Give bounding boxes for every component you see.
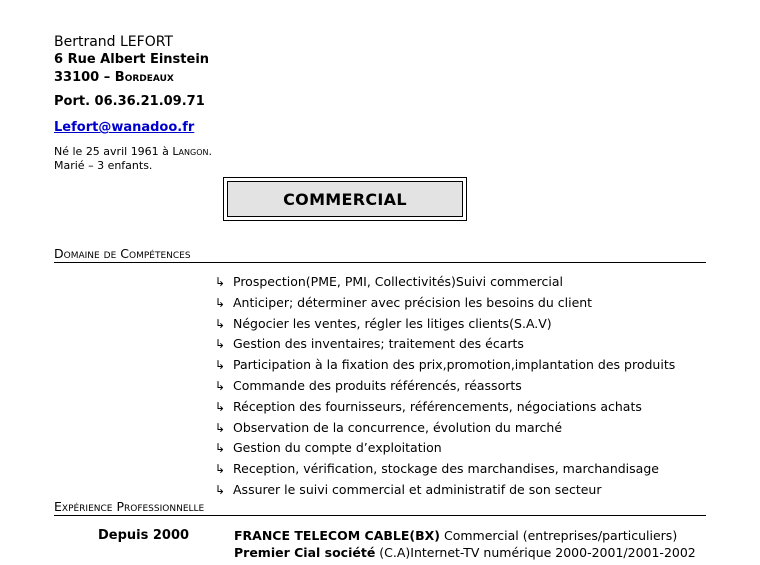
arrow-bullet-icon: ↳ <box>215 378 226 393</box>
experience-company: FRANCE TELECOM CABLE(BX) <box>234 528 440 543</box>
arrow-bullet-icon: ↳ <box>215 337 226 352</box>
arrow-bullet-icon: ↳ <box>215 420 226 435</box>
experience-detail: (C.A)Internet-TV numérique 2000-2001/2001-2002 <box>375 545 696 560</box>
arrow-bullet-icon: ↳ <box>215 295 226 310</box>
arrow-bullet-icon: ↳ <box>215 275 226 289</box>
experience-line <box>234 545 696 560</box>
skill-text: Assurer le suivi commercial et administratif de son secteur <box>233 481 602 497</box>
family-status: Marié – 3 enfants. <box>54 159 153 172</box>
skill-text: Gestion du compte d’exploitation <box>233 440 442 456</box>
skill-text: Prospection(PME, PMI, Collectivités)Suivi commercial <box>233 274 563 289</box>
skill-item <box>215 418 675 439</box>
skill-text: Commande des produits référencés, réassorts <box>233 377 522 393</box>
skills-heading: Domaine de Compétences <box>54 246 706 263</box>
skill-item <box>215 376 675 397</box>
phone-number: Port. 06.36.21.09.71 <box>54 94 205 109</box>
arrow-bullet-icon: ↳ <box>215 441 226 456</box>
address-city-name: ordeaux <box>124 70 174 85</box>
skill-text: Réception des fournisseurs, référencements, négociations achats <box>233 398 642 414</box>
skill-item <box>215 459 675 480</box>
skill-item <box>215 355 675 376</box>
skill-item <box>215 397 675 418</box>
birth-date: Né le 25 avril 1961 à <box>54 145 173 158</box>
email-link[interactable]: Lefort@wanadoo.fr <box>54 120 195 135</box>
skills-list <box>215 272 675 501</box>
arrow-bullet-icon: ↳ <box>215 399 226 414</box>
skill-item <box>215 438 675 459</box>
birth-info <box>54 145 212 158</box>
skill-text: Gestion des inventaires; traitement des écarts <box>233 336 524 352</box>
job-title-box <box>223 177 467 221</box>
experience-role: Commercial (entreprises/particuliers) <box>440 528 678 543</box>
skill-item <box>215 272 675 293</box>
skill-item <box>215 293 675 314</box>
experience-date: Depuis 2000 <box>98 528 190 543</box>
candidate-name: Bertrand LEFORT <box>54 34 173 50</box>
arrow-bullet-icon: ↳ <box>215 358 226 373</box>
skill-text: Négocier les ventes, régler les litiges clients(S.A.V) <box>233 315 552 331</box>
skill-item <box>215 314 675 335</box>
arrow-bullet-icon: ↳ <box>215 316 226 331</box>
experience-company: Premier Cial société <box>234 545 376 560</box>
arrow-bullet-icon: ↳ <box>215 462 226 477</box>
address-city <box>54 70 174 85</box>
experience-heading: Expérience Professionnelle <box>54 499 706 516</box>
skill-item <box>215 480 675 501</box>
birth-place: Langon. <box>172 145 212 158</box>
job-title: COMMERCIAL <box>227 181 463 217</box>
experience-line <box>234 528 677 543</box>
skill-text: Anticiper; déterminer avec précision les besoins du client <box>233 294 593 310</box>
address-postcode: 33100 – B <box>54 70 125 85</box>
skill-item <box>215 334 675 355</box>
skill-text: Observation de la concurrence, évolution du marché <box>233 419 563 435</box>
arrow-bullet-icon: ↳ <box>215 482 226 497</box>
skill-text: Participation à la fixation des prix,promotion,implantation des produits <box>233 357 676 373</box>
address-street: 6 Rue Albert Einstein <box>54 52 210 67</box>
skill-text: Reception, vérification, stockage des marchandises, marchandisage <box>233 461 659 477</box>
